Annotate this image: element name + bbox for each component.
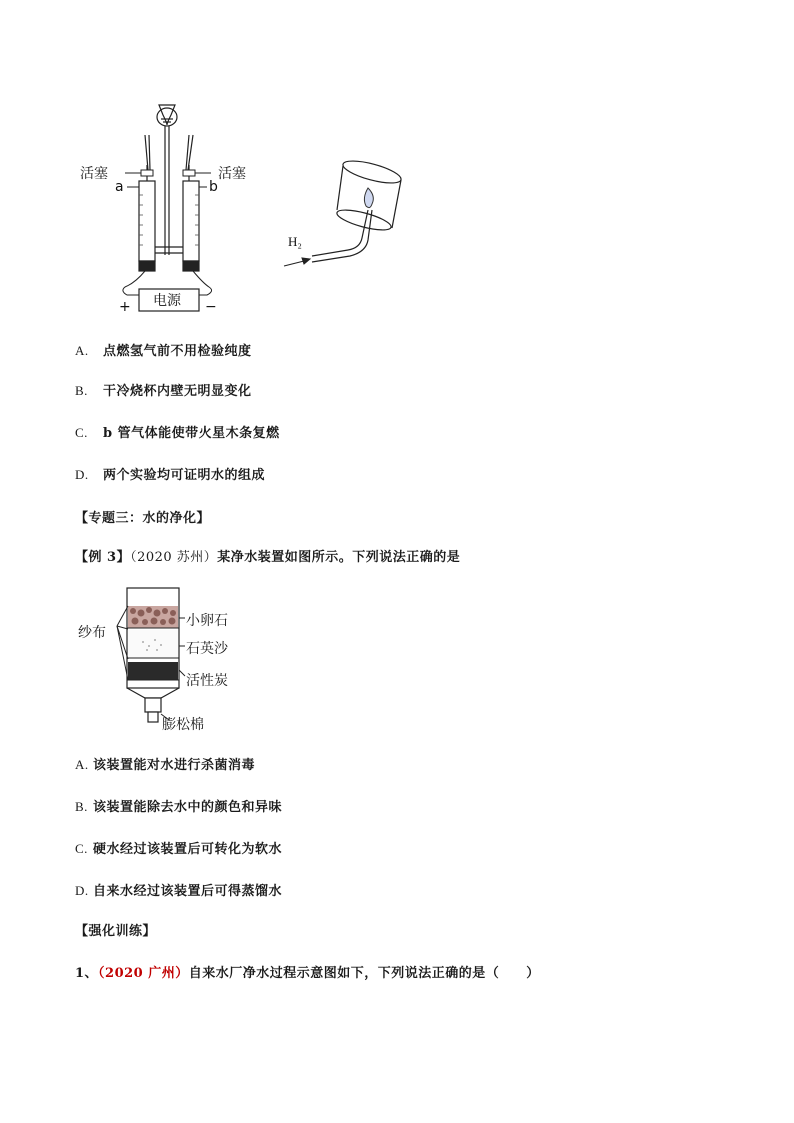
q1-option-d: D. 两个实验均可证明水的组成 [75,467,266,483]
tube-right [183,135,199,271]
q1-option-a: A. 点燃氢气前不用检验纯度 [75,343,252,359]
training-q1-source: （2020 广州） [98,966,189,981]
training-q1-stem: 1、（2020 广州）自来水厂净水过程示意图如下，下列说法正确的是（ ） [75,966,540,981]
training-heading: 【强化训练】 [75,924,157,939]
q2-option-d: D. 自来水经过该装置后可得蒸馏水 [75,883,283,899]
electrolysis-diagram [75,95,255,315]
q1-option-c: C. b 管气体能使带火星木条复燃 [75,425,280,441]
label-carbon: 活性炭 [186,673,228,689]
label-tube-b: b [209,179,218,195]
tube-left [139,135,155,271]
label-stopcock-left: 活塞 [80,166,108,182]
label-pebbles: 小卵石 [186,613,228,629]
topic-heading: 【专题三：水的净化】 [75,511,211,526]
label-plus: + [119,299,131,315]
stopcock-left-icon [125,170,153,176]
q2-option-b: B. 该装置能除去水中的颜色和异味 [75,799,283,815]
example3-stem: 【例 3】（2020 苏州）某净水装置如图所示。下列说法正确的是 [75,550,461,565]
water-filter-diagram [75,580,245,740]
arrow-icon [284,258,310,266]
q2-option-a: A. 该装置能对水进行杀菌消毒 [75,757,256,773]
flame-icon [364,188,373,208]
q1-option-b: B. 干冷烧杯内壁无明显变化 [75,383,252,399]
label-h2: H₂ [288,234,302,249]
gas-tube [312,210,372,262]
hydrogen-burning-diagram [282,150,412,270]
label-power: 电源 [153,293,181,309]
q2-option-c: C. 硬水经过该装置后可转化为软水 [75,841,283,857]
pebble-layer [128,606,178,628]
label-minus: − [205,299,217,315]
carbon-layer [128,662,178,680]
label-tube-a: a [115,179,124,195]
label-gauze: 纱布 [78,625,106,641]
label-quartz: 石英沙 [186,641,228,657]
stopcock-right-icon [183,170,211,176]
funnel [157,105,177,255]
label-cotton: 膨松棉 [162,717,204,733]
label-stopcock-right: 活塞 [218,166,246,182]
quartz-layer [128,630,178,658]
